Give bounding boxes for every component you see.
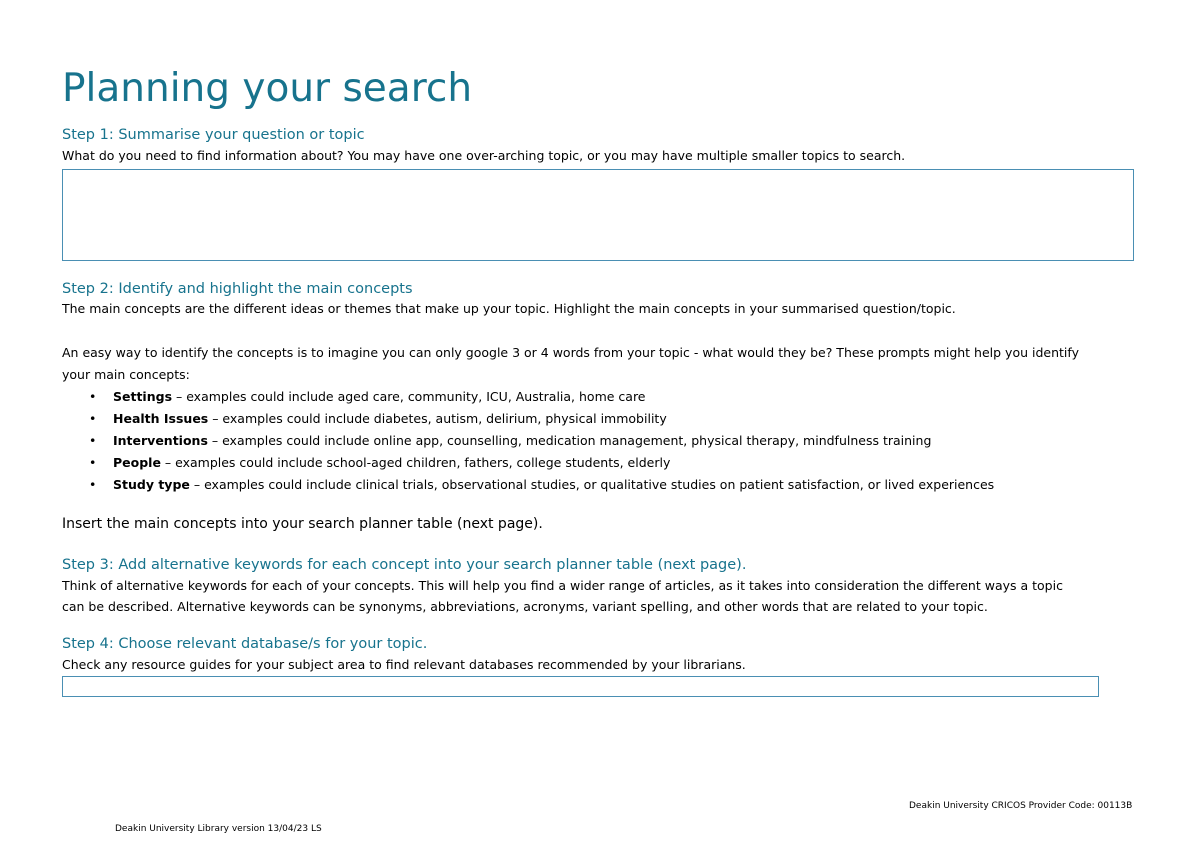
bullet-text: – examples could include online app, counselling, medication management, physical therapy, mindfulness training <box>207 433 932 448</box>
page-title: Planning your search <box>62 66 473 111</box>
version-note: Deakin University Library version 13/04/23 LS <box>115 824 322 834</box>
bullet-icon: • <box>89 477 97 492</box>
bullet-term: Interventions <box>113 433 208 448</box>
bullet-text: – examples could include aged care, community, ICU, Australia, home care <box>172 389 646 404</box>
topic-summary-box[interactable] <box>62 169 1134 261</box>
list-item <box>62 474 994 496</box>
step4-heading: Step 4: Choose relevant database/s for your topic. <box>62 636 428 652</box>
step3-description-line2: can be described. Alternative keywords can be synonyms, abbreviations, acronyms, variant spelling, and other words that are related to your topic. <box>62 599 988 614</box>
step2-description: The main concepts are the different ideas or themes that make up your topic. Highlight the main concepts in your summarised question/topic. <box>62 301 956 316</box>
bullet-icon: • <box>89 433 97 448</box>
step4-description: Check any resource guides for your subject area to find relevant databases recommended by your librarians. <box>62 657 746 672</box>
bullet-term: Study type <box>113 477 190 492</box>
bullet-text: – examples could include school-aged children, fathers, college students, elderly <box>160 455 671 470</box>
list-item <box>62 430 994 452</box>
step1-description: What do you need to find information about? You may have one over-arching topic, or you may have multiple smaller topics to search. <box>62 148 906 163</box>
bullet-term: People <box>113 455 161 470</box>
step2-intro-line1: An easy way to identify the concepts is to imagine you can only google 3 or 4 words from your topic - what would they be? These prompts might help you identify <box>62 345 1079 360</box>
concept-prompts-list <box>62 386 994 496</box>
bullet-term: Settings <box>113 389 173 404</box>
bullet-icon: • <box>89 411 97 426</box>
insert-concepts-instruction: Insert the main concepts into your search planner table (next page). <box>62 516 543 532</box>
cricos-code: Deakin University CRICOS Provider Code: 00113B <box>909 801 1133 811</box>
bullet-text: – examples could include clinical trials, observational studies, or qualitative studies on patient satisfaction, or lived experiences <box>189 477 995 492</box>
step2-heading: Step 2: Identify and highlight the main concepts <box>62 281 413 297</box>
step3-description-line1: Think of alternative keywords for each of your concepts. This will help you find a wider range of articles, as it takes into consideration the different ways a topic <box>62 578 1063 593</box>
bullet-term: Health Issues <box>113 411 209 426</box>
step3-heading: Step 3: Add alternative keywords for each concept into your search planner table (next page). <box>62 557 747 573</box>
bullet-icon: • <box>89 455 97 470</box>
bullet-text: – examples could include diabetes, autism, delirium, physical immobility <box>208 411 667 426</box>
database-box[interactable] <box>62 676 1099 697</box>
list-item <box>62 452 994 474</box>
step2-intro-line2: your main concepts: <box>62 367 190 382</box>
step1-heading: Step 1: Summarise your question or topic <box>62 127 365 143</box>
list-item <box>62 386 994 408</box>
bullet-icon: • <box>89 389 97 404</box>
list-item <box>62 408 994 430</box>
